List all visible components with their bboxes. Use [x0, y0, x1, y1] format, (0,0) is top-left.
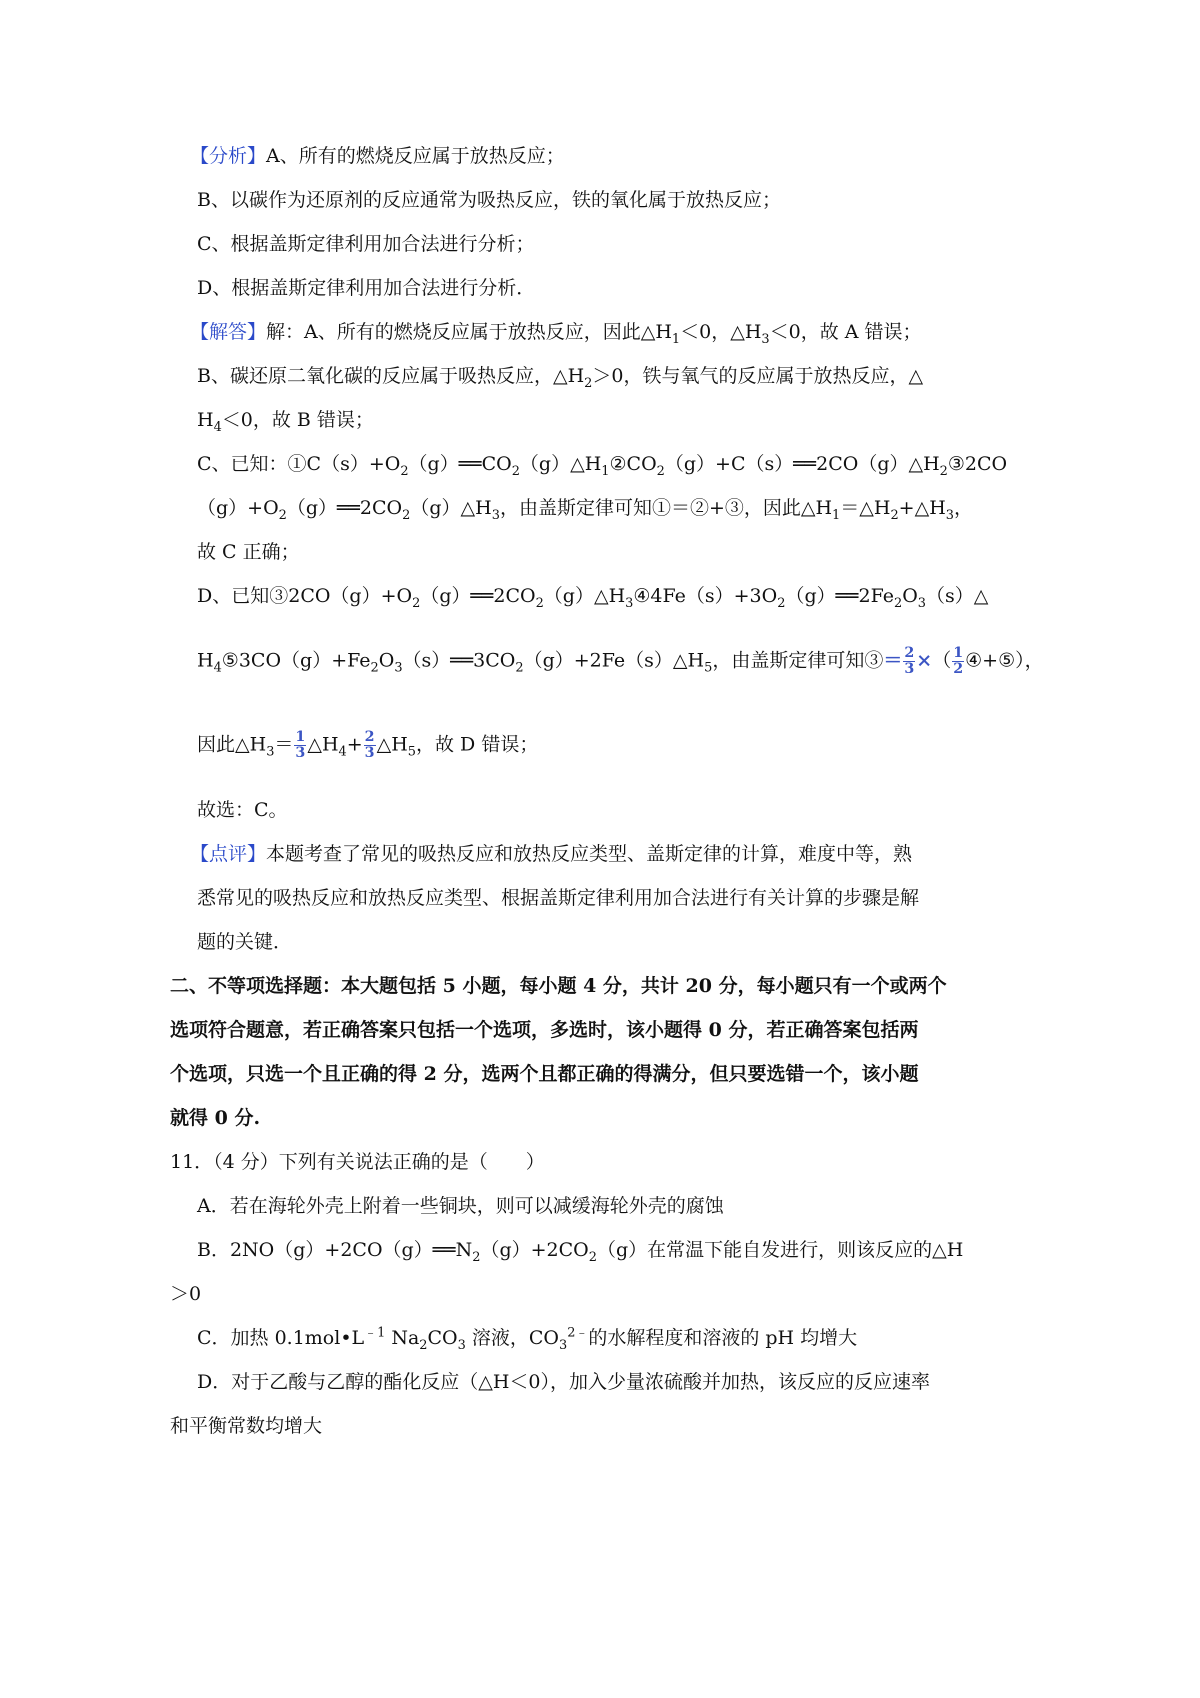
solution-line-c2: $(g)+O_2(g)══2CO_2(g)\triangle H_3$，由盖斯定律可知①＝②+③，因此$\triangle H_1=\triangle H_2+\triangle H_3$，	[197, 497, 974, 523]
analysis-line-a: 【分析】A、所有的燃烧反应属于放热反应；	[190, 145, 565, 167]
solution-choose: 故选：C。	[197, 799, 288, 821]
analysis-line-d: D、根据盖斯定律利用加合法进行分析．	[197, 277, 536, 299]
solution-line-b1: B、碳还原二氧化碳的反应属于吸热反应，$\triangle H_2>0$，铁与氧气的反应属于放热反应，△	[197, 365, 924, 391]
q11-option-c: C．加热 $0.1mol•L^{﹣1}$ $Na_2CO_3$ 溶液，$CO_3^{2﹣}$的水解程度和溶液的 pH 均增大	[197, 1325, 858, 1353]
analysis-line-b: B、以碳作为还原剂的反应通常为吸热反应，铁的氧化属于放热反应；	[197, 189, 781, 211]
q11-option-a: A．若在海轮外壳上附着一些铜块，则可以减缓海轮外壳的腐蚀	[197, 1195, 724, 1217]
solution-line-c1: C、已知：$①C(s)+O_2(g)══CO_2(g)\triangle H_1②CO_2(g)+C(s)══2CO(g)\triangle H_2③2CO$	[197, 453, 1008, 479]
section2-line-3: 个选项，只选一个且正确的得 2 分，选两个且都正确的得满分，但只要选错一个，该小题	[170, 1063, 919, 1085]
section2-line-4: 就得 0 分.	[170, 1107, 261, 1129]
fraction-two-thirds-b: $\frac{2}{3}$	[364, 729, 375, 761]
section2-line-2: 选项符合题意，若正确答案只包括一个选项，多选时，该小题得 0 分，若正确答案包括两	[170, 1019, 919, 1041]
solution-line-c3: 故 C 正确；	[197, 541, 300, 563]
q11-option-d-cont: 和平衡常数均增大	[170, 1415, 323, 1437]
analysis-line-c: C、根据盖斯定律利用加合法进行分析；	[197, 233, 535, 255]
q11-option-b-cont: ＞0	[170, 1283, 202, 1305]
solution-line-d3: 因此$\triangle H_3=$ $\frac{1}{3}$ $\triangle H_4+$ $\frac{2}{3}$ $\triangle H_5$，故 D 错误；	[197, 729, 539, 761]
analysis-tag: 【分析】	[190, 145, 267, 167]
solution-line-d1: D、已知$③2CO(g)+O_2(g)══2CO_2(g)\triangle H_3④4Fe(s)+3O_2(g)══2Fe_2O_3(s)\triangle$	[197, 585, 989, 611]
fraction-one-third: $\frac{1}{3}$	[295, 729, 306, 761]
fraction-two-thirds: $\frac{2}{3}$	[904, 645, 915, 677]
section2-line-1: 二、不等项选择题：本大题包括 5 小题，每小题 4 分，共计 20 分，每小题只有一个或两个	[170, 975, 947, 997]
comment-tag: 【点评】	[190, 843, 267, 865]
solution-line-a: 【解答】解：A、所有的燃烧反应属于放热反应，因此$\triangle H_1<0$，$\triangle H_3<0$，故 A 错误；	[190, 321, 922, 347]
comment-line-2: 悉常见的吸热反应和放热反应类型、根据盖斯定律利用加合法进行有关计算的步骤是解	[197, 887, 920, 909]
solution-line-d2: $H_4⑤3CO(g)+Fe_2O_3(s)══3CO_2(g)+2Fe(s)\triangle H_5$，由盖斯定律可知③＝ $\frac{2}{3}$ ×（ $\frac{1}{2}$ ④+⑤），	[197, 645, 1044, 677]
fraction-one-half: $\frac{1}{2}$	[953, 645, 964, 677]
solution-tag: 【解答】	[190, 321, 267, 343]
solution-line-b2: $H_4<0$，故 B 错误；	[197, 409, 374, 435]
q11-option-b: B．$2NO(g)+2CO(g)══N_2(g)+2CO_2(g)$在常温下能自发进行，则该反应的△H	[197, 1239, 964, 1265]
comment-line-1: 【点评】本题考查了常见的吸热反应和放热反应类型、盖斯定律的计算，难度中等，熟	[190, 843, 913, 865]
q11-stem: 11．（4 分）下列有关说法正确的是（ ）	[170, 1151, 545, 1173]
comment-line-3: 题的关键．	[197, 931, 293, 953]
q11-option-d: D．对于乙酸与乙醇的酯化反应（△H＜0），加入少量浓硫酸并加热，该反应的反应速率	[197, 1371, 931, 1393]
